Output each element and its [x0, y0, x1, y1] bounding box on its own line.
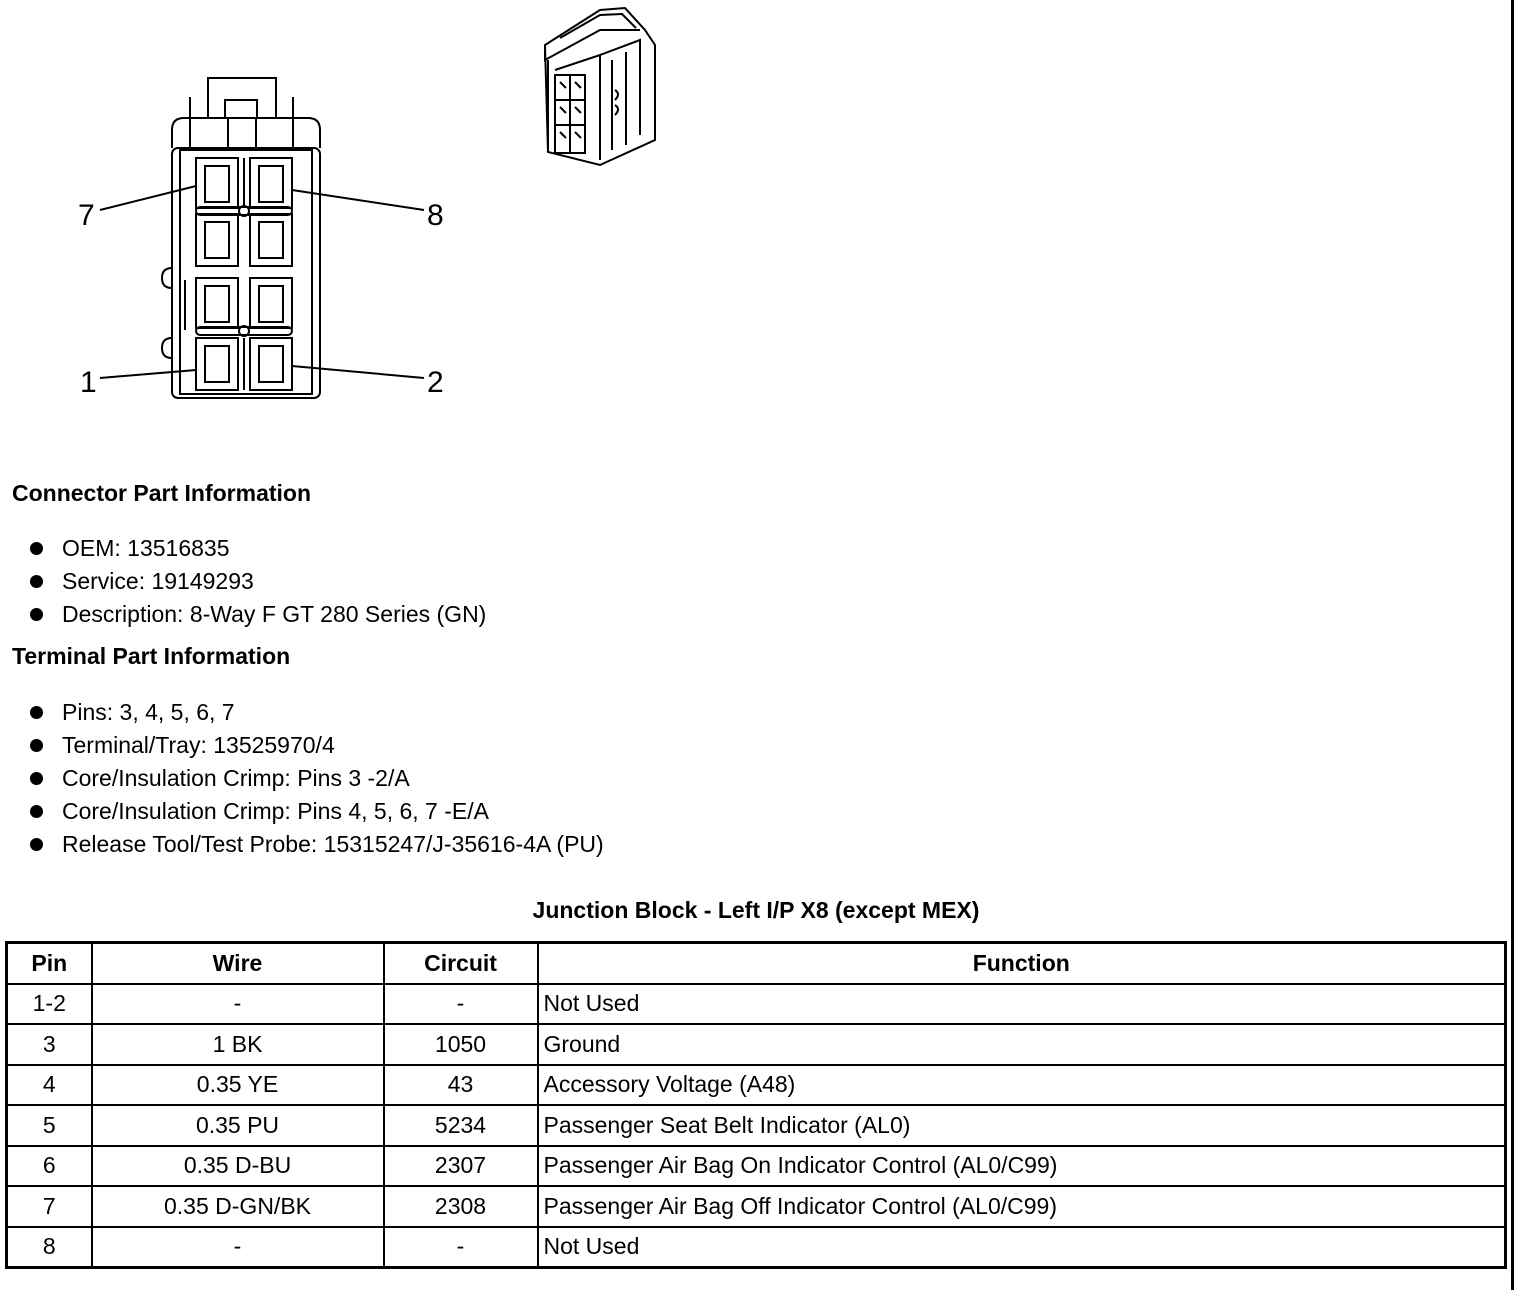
table-row — [7, 1186, 1506, 1227]
header-circuit: Circuit — [384, 943, 538, 984]
table-row — [7, 1024, 1506, 1065]
pin-label-2: 2 — [427, 366, 444, 399]
header-wire: Wire — [92, 943, 384, 984]
table-row — [7, 1227, 1506, 1268]
cell-pin: 8 — [7, 1227, 92, 1268]
list-item: Description: 8-Way F GT 280 Series (GN) — [26, 598, 486, 631]
cell-pin: 5 — [7, 1105, 92, 1146]
cell-wire: 1 BK — [92, 1024, 384, 1065]
cell-wire: 0.35 YE — [92, 1065, 384, 1106]
pinout-table — [5, 941, 1507, 1269]
cell-function: Accessory Voltage (A48) — [538, 1065, 1506, 1106]
cell-circuit: 43 — [384, 1065, 538, 1106]
list-item: OEM: 13516835 — [26, 532, 486, 565]
cell-circuit: - — [384, 984, 538, 1025]
connector-part-info-list — [26, 532, 486, 631]
cell-wire: - — [92, 984, 384, 1025]
list-item: Core/Insulation Crimp: Pins 3 -2/A — [26, 762, 604, 795]
connector-front-view-diagram — [60, 60, 480, 420]
list-item: Release Tool/Test Probe: 15315247/J-35616-4A (PU) — [26, 828, 604, 861]
cell-function: Passenger Air Bag On Indicator Control (AL0/C99) — [538, 1146, 1506, 1187]
table-row — [7, 1065, 1506, 1106]
table-row — [7, 984, 1506, 1025]
table-row — [7, 1105, 1506, 1146]
table-title: Junction Block - Left I/P X8 (except MEX) — [532, 897, 980, 923]
cell-wire: 0.35 D-GN/BK — [92, 1186, 384, 1227]
cell-function: Not Used — [538, 1227, 1506, 1268]
list-item: Core/Insulation Crimp: Pins 4, 5, 6, 7 -E/A — [26, 795, 604, 828]
pin-label-1: 1 — [80, 366, 97, 399]
table-header-row — [7, 943, 1506, 984]
cell-function: Ground — [538, 1024, 1506, 1065]
table-row — [7, 1146, 1506, 1187]
connector-part-info-heading: Connector Part Information — [12, 480, 312, 506]
pin-label-7: 7 — [78, 199, 95, 232]
pin-label-8: 8 — [427, 199, 444, 232]
list-item: Service: 19149293 — [26, 565, 486, 598]
cell-function: Not Used — [538, 984, 1506, 1025]
cell-wire: - — [92, 1227, 384, 1268]
cell-circuit: - — [384, 1227, 538, 1268]
cell-wire: 0.35 D-BU — [92, 1146, 384, 1187]
cell-circuit: 5234 — [384, 1105, 538, 1146]
header-pin: Pin — [7, 943, 92, 984]
cell-wire: 0.35 PU — [92, 1105, 384, 1146]
list-item: Pins: 3, 4, 5, 6, 7 — [26, 696, 604, 729]
page-border-right — [1511, 0, 1514, 1290]
cell-function: Passenger Air Bag Off Indicator Control (AL0/C99) — [538, 1186, 1506, 1227]
cell-pin: 7 — [7, 1186, 92, 1227]
header-function: Function — [538, 943, 1506, 984]
cell-pin: 3 — [7, 1024, 92, 1065]
cell-circuit: 2307 — [384, 1146, 538, 1187]
terminal-part-info-heading: Terminal Part Information — [12, 643, 291, 669]
connector-iso-view-diagram — [530, 0, 670, 170]
cell-function: Passenger Seat Belt Indicator (AL0) — [538, 1105, 1506, 1146]
cell-pin: 1-2 — [7, 984, 92, 1025]
cell-circuit: 2308 — [384, 1186, 538, 1227]
terminal-part-info-list — [26, 696, 604, 861]
list-item: Terminal/Tray: 13525970/4 — [26, 729, 604, 762]
cell-pin: 4 — [7, 1065, 92, 1106]
cell-pin: 6 — [7, 1146, 92, 1187]
cell-circuit: 1050 — [384, 1024, 538, 1065]
